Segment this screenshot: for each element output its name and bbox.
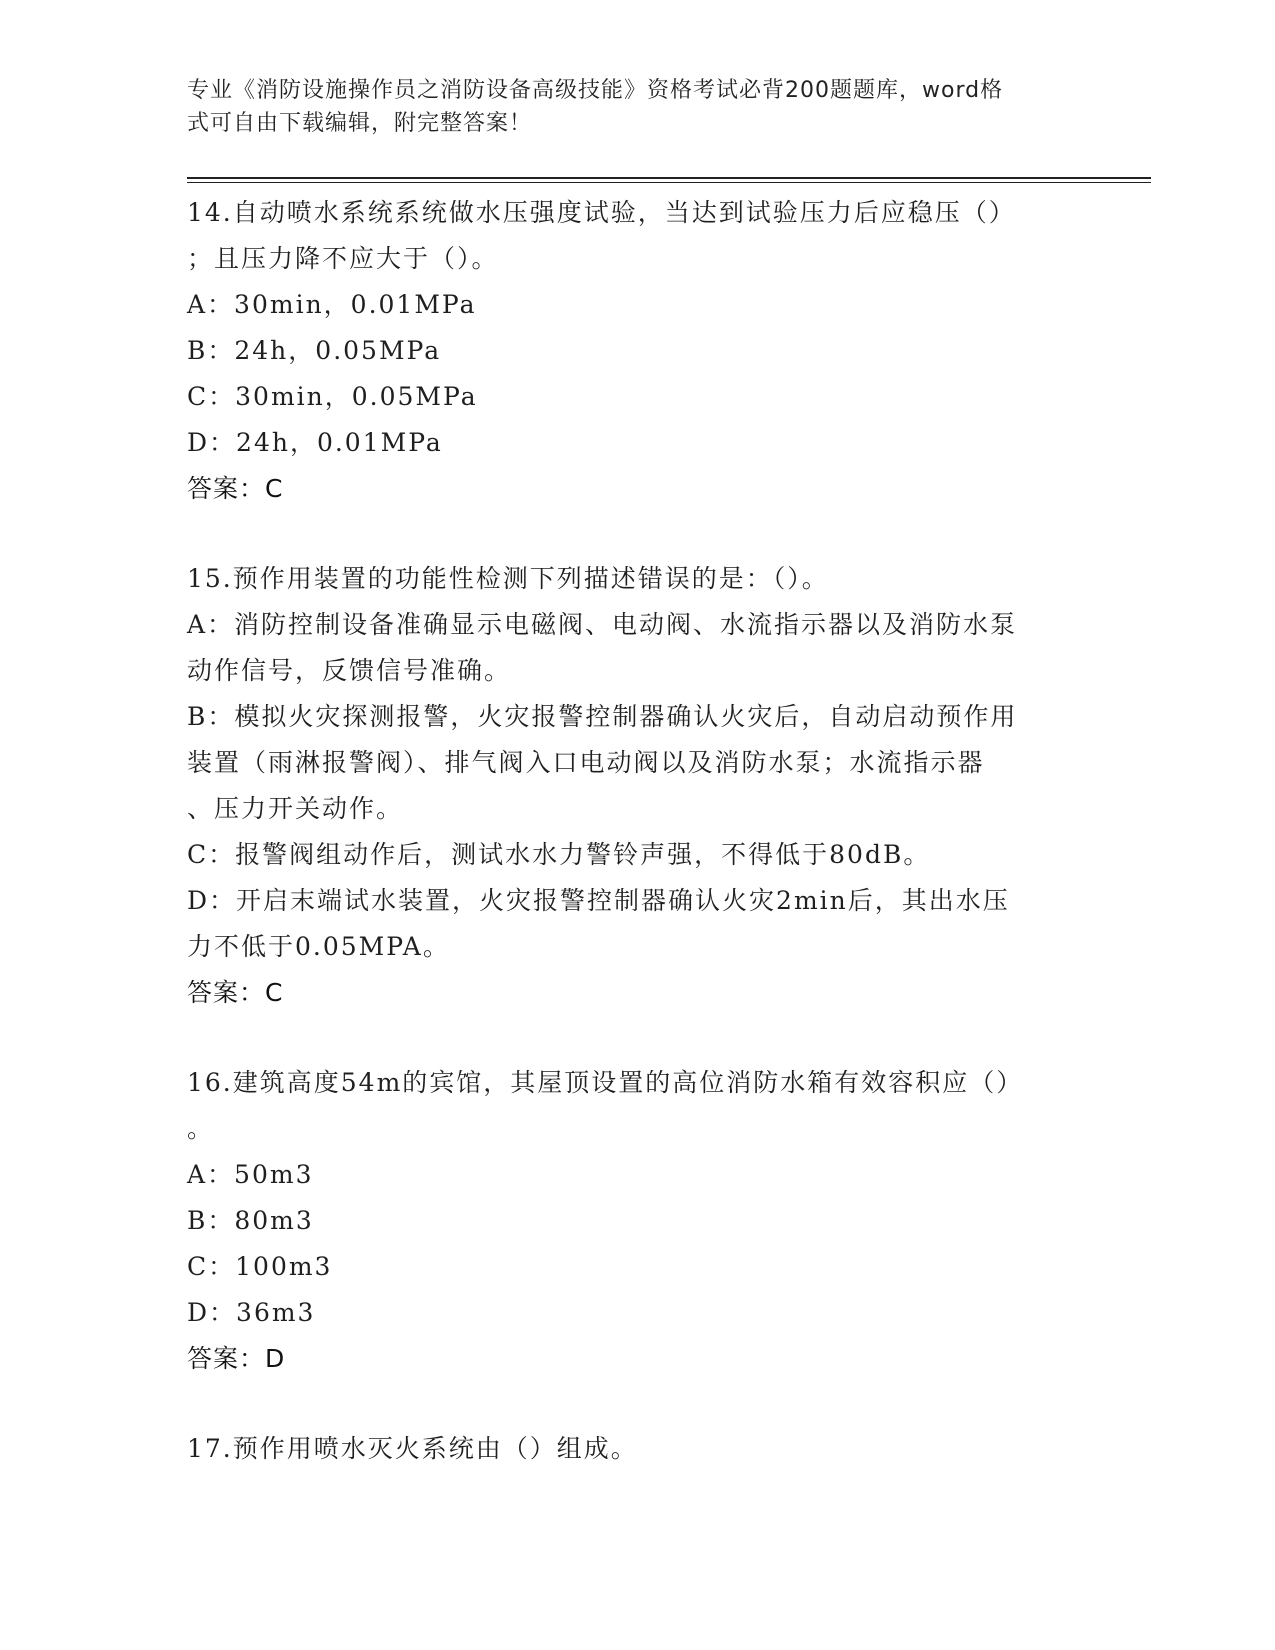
option-c: C：报警阀组动作后，测试水水力警铃声强，不得低于80dB。 [187,840,931,869]
option-b: B：模拟火灾探测报警，火灾报警控制器确认火灾后，自动启动预作用 [187,702,1018,731]
question-stem-continued: 。 [187,1114,215,1143]
option-d-continued: 力不低于0.05MPA。 [187,932,450,961]
option-d: D：24h，0.01MPa [187,428,443,457]
question-15 [187,556,1087,1016]
question-stem: 17.预作用喷水灭火系统由（）组成。 [187,1434,638,1463]
option-a: A：30min，0.01MPa [187,290,477,319]
option-c: C：100m3 [187,1252,333,1281]
answer: 答案：C [187,474,284,503]
document-header [187,74,1087,140]
option-a: A：50m3 [187,1160,314,1189]
option-b: B：80m3 [187,1206,314,1235]
question-stem: 15.预作用装置的功能性检测下列描述错误的是：（）。 [187,564,829,593]
question-list [187,190,1087,1472]
answer: 答案：D [187,1344,286,1373]
option-b: B：24h，0.05MPa [187,336,442,365]
option-d: D：36m3 [187,1298,316,1327]
question-14 [187,190,1087,512]
option-a: A：消防控制设备准确显示电磁阀、电动阀、水流指示器以及消防水泵 [187,610,1018,639]
option-a-continued: 动作信号，反馈信号准确。 [187,656,512,685]
option-c: C：30min，0.05MPa [187,382,478,411]
question-stem: 14.自动喷水系统系统做水压强度试验，当达到试验压力后应稳压（） [187,198,1016,227]
question-17 [187,1426,1087,1472]
header-rule-thin [187,182,1151,183]
option-b-continued: 装置（雨淋报警阀）、排气阀入口电动阀以及消防水泵；水流指示器 [187,748,985,777]
question-stem: 16.建筑高度54m的宾馆，其屋顶设置的高位消防水箱有效容积应（） [187,1068,1024,1097]
question-16 [187,1060,1087,1382]
option-b-continued-2: 、压力开关动作。 [187,794,404,823]
header-rule-thick [187,177,1151,179]
answer: 答案：C [187,978,284,1007]
header-line-2: 式可自由下载编辑，附完整答案！ [187,111,533,136]
header-line-1: 专业《消防设施操作员之消防设备高级技能》资格考试必背200题题库，word格 [187,78,1004,103]
question-stem-continued: ；且压力降不应大于（）。 [187,244,499,273]
option-d: D：开启末端试水装置，火灾报警控制器确认火灾2min后，其出水压 [187,886,1010,915]
